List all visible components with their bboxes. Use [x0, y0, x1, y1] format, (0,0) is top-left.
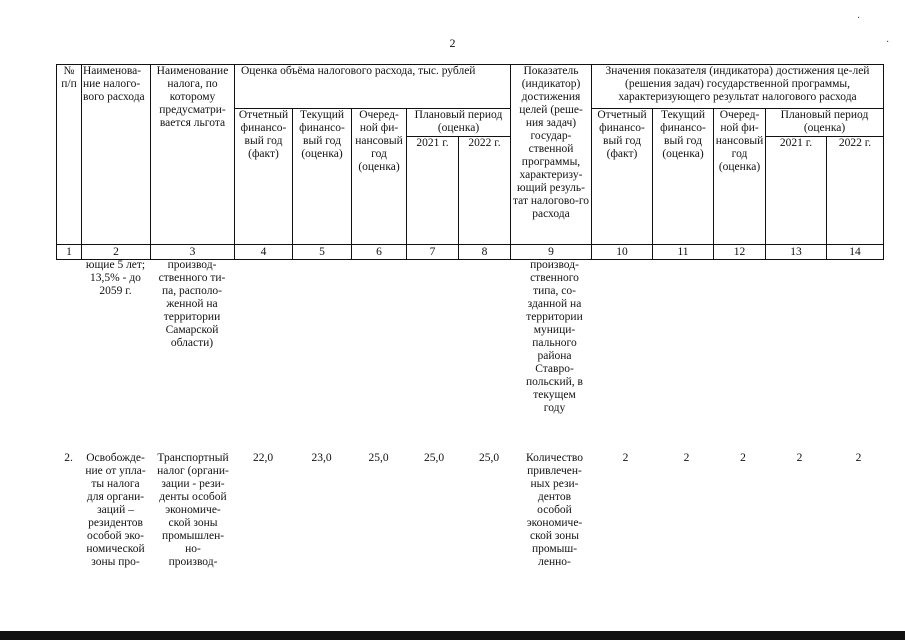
header-current-year: Текущий финансо-вый год (оценка) — [293, 109, 352, 245]
header-values-group: Значения показателя (индикатора) достижения це-лей (решения задач) государственной программы, характеризующего результат налогового расхода — [592, 65, 884, 109]
page-number: 2 — [449, 36, 456, 50]
column-number: 14 — [827, 245, 884, 260]
row2-ind-current: 2 — [683, 452, 690, 464]
header-col-tax: Наименование налога, по которому предусматри-вается льгота — [151, 65, 235, 245]
row2-indicator: Количество привлечен- ных рези- дентов особой экономиче- ской зоны промыш- ленно- — [526, 452, 583, 568]
row2-ind-report: 2 — [622, 452, 629, 464]
header-planned-period: Плановый период (оценка) — [407, 109, 511, 137]
column-number: 7 — [407, 245, 459, 260]
continuation-indicator: производ- ственного типа, со- зданной на территории муници- пального района Ставро- польский, в текущем году — [526, 259, 583, 414]
header-planned-period-2: Плановый период (оценка) — [766, 109, 884, 137]
row2-next-value: 25,0 — [368, 452, 389, 464]
row2-ind-next: 2 — [740, 452, 746, 464]
scan-bottom-edge — [0, 631, 905, 640]
column-number: 6 — [352, 245, 407, 260]
column-number: 11 — [653, 245, 714, 260]
column-number-row — [57, 245, 884, 260]
scan-mark: · — [857, 13, 861, 24]
header-current-year-2: Текущий финансо-вый год (оценка) — [653, 109, 714, 245]
column-number: 4 — [235, 245, 293, 260]
header-year-2022: 2022 г. — [459, 137, 511, 245]
column-number: 9 — [511, 245, 592, 260]
column-number: 8 — [459, 245, 511, 260]
column-number: 13 — [766, 245, 827, 260]
header-indicator: Показатель (индикатор) достижения целей (реше-ния задач) государ-ственной программы, характеризу-ющий резуль-тат налогово-го расхода — [511, 65, 592, 245]
continuation-name: ющие 5 лет; 13,5% - до 2059 г. — [85, 259, 146, 297]
header-col-num: № п/п — [57, 65, 82, 245]
column-number: 2 — [82, 245, 151, 260]
column-number: 12 — [714, 245, 766, 260]
row2-2021-value: 25,0 — [423, 452, 445, 464]
header-next-year-2: Очеред-ной фи-нансовый год (оценка) — [714, 109, 766, 245]
scan-mark: · — [886, 37, 890, 48]
header-year-2021: 2021 г. — [407, 137, 459, 245]
row2-report-value: 22,0 — [252, 452, 274, 464]
header-report-year: Отчетный финансо-вый год (факт) — [235, 109, 293, 245]
row2-name: Освобожде- ние от упла- ты налога для органи- заций – резидентов особой эко- номической зоны про- — [85, 452, 146, 568]
row2-current-value: 23,0 — [311, 452, 332, 464]
header-estimate-group: Оценка объёма налогового расхода, тыс. рублей — [235, 65, 511, 109]
column-number: 10 — [592, 245, 653, 260]
row2-tax: Транспортный налог (органи- зации - рези- денты особой экономиче- ской зоны промышлен- но- производ- — [157, 452, 229, 568]
row2-ind-2022: 2 — [855, 452, 862, 464]
row2-number: 2. — [64, 452, 73, 464]
row2-2022-value: 25,0 — [478, 452, 500, 464]
header-year-2022-2: 2022 г. — [827, 137, 884, 245]
header-year-2021-2: 2021 г. — [766, 137, 827, 245]
column-number: 3 — [151, 245, 235, 260]
row2-ind-2021: 2 — [796, 452, 803, 464]
continuation-tax: производ- ственного ти- па, располо- женной на территории Самарской области) — [158, 259, 226, 349]
header-col-name: Наименова-ние налого-вого расхода — [82, 65, 151, 245]
column-number: 5 — [293, 245, 352, 260]
column-number: 1 — [57, 245, 82, 260]
header-table — [56, 64, 884, 260]
header-report-year-2: Отчетный финансо-вый год (факт) — [592, 109, 653, 245]
header-next-year: Очеред-ной фи-нансовый год (оценка) — [352, 109, 407, 245]
